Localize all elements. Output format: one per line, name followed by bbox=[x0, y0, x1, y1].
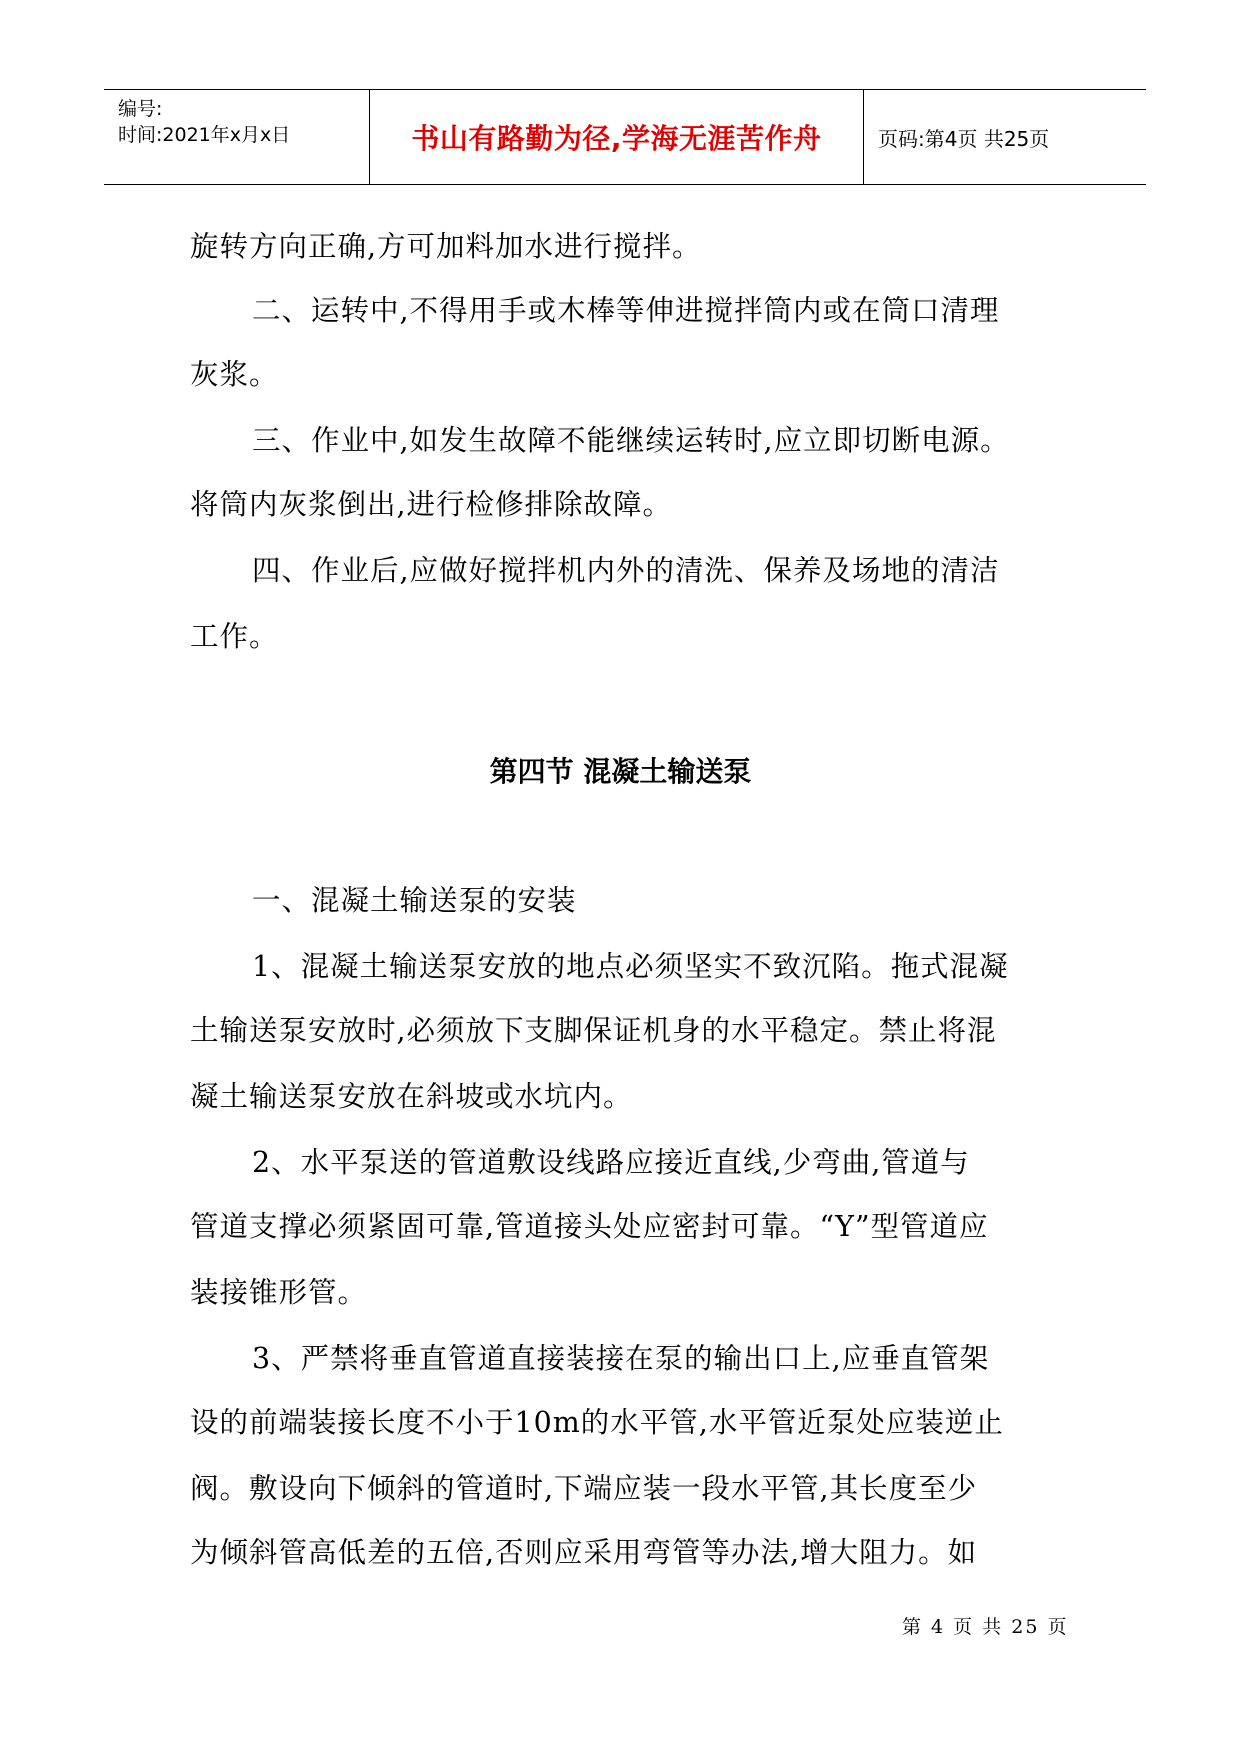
body-line: 1、混凝土输送泵安放的地点必须坚实不致沉陷。拖式混凝 bbox=[252, 950, 1009, 983]
header-meta-cell bbox=[104, 90, 370, 184]
document-time-label: 时间:2021年x月x日 bbox=[118, 124, 291, 146]
body-line: 设的前端装接长度不小于10m的水平管,水平管近泵处应装逆止 bbox=[190, 1406, 1004, 1439]
page-footer: 第 4 页 共 25 页 bbox=[902, 1616, 1069, 1638]
body-line: 凝土输送泵安放在斜坡或水坑内。 bbox=[190, 1080, 633, 1113]
body-line: 三、作业中,如发生故障不能继续运转时,应立即切断电源。 bbox=[252, 424, 1010, 457]
header-page-info: 页码:第4页 共25页 bbox=[878, 126, 1050, 151]
body-line: 阀。敷设向下倾斜的管道时,下端应装一段水平管,其长度至少 bbox=[190, 1472, 978, 1505]
page-header bbox=[104, 89, 1146, 185]
body-line: 一、混凝土输送泵的安装 bbox=[252, 884, 577, 917]
body-line: 3、严禁将垂直管道直接装接在泵的输出口上,应垂直管架 bbox=[252, 1342, 990, 1375]
body-line: 装接锥形管。 bbox=[190, 1276, 368, 1309]
body-line: 工作。 bbox=[190, 620, 279, 653]
header-motto: 书山有路勤为径,学海无涯苦作舟 bbox=[411, 122, 822, 155]
body-line: 二、运转中,不得用手或木棒等伸进搅拌筒内或在筒口清理 bbox=[252, 294, 1000, 327]
body-line: 2、水平泵送的管道敷设线路应接近直线,少弯曲,管道与 bbox=[252, 1146, 970, 1179]
body-line: 旋转方向正确,方可加料加水进行搅拌。 bbox=[190, 230, 702, 263]
body-line: 将筒内灰浆倒出,进行检修排除故障。 bbox=[190, 488, 673, 521]
body-line: 四、作业后,应做好搅拌机内外的清洗、保养及场地的清洁 bbox=[252, 554, 1000, 587]
body-line: 为倾斜管高低差的五倍,否则应采用弯管等办法,增大阻力。如 bbox=[190, 1536, 978, 1569]
body-line: 管道支撑必须紧固可靠,管道接头处应密封可靠。“Y”型管道应 bbox=[190, 1210, 989, 1243]
section-heading: 第四节 混凝土输送泵 bbox=[489, 755, 752, 788]
header-motto-cell bbox=[370, 90, 864, 184]
document-number-label: 编号: bbox=[118, 98, 163, 120]
body-line: 灰浆。 bbox=[190, 358, 279, 391]
body-line: 土输送泵安放时,必须放下支脚保证机身的水平稳定。禁止将混 bbox=[190, 1014, 997, 1047]
